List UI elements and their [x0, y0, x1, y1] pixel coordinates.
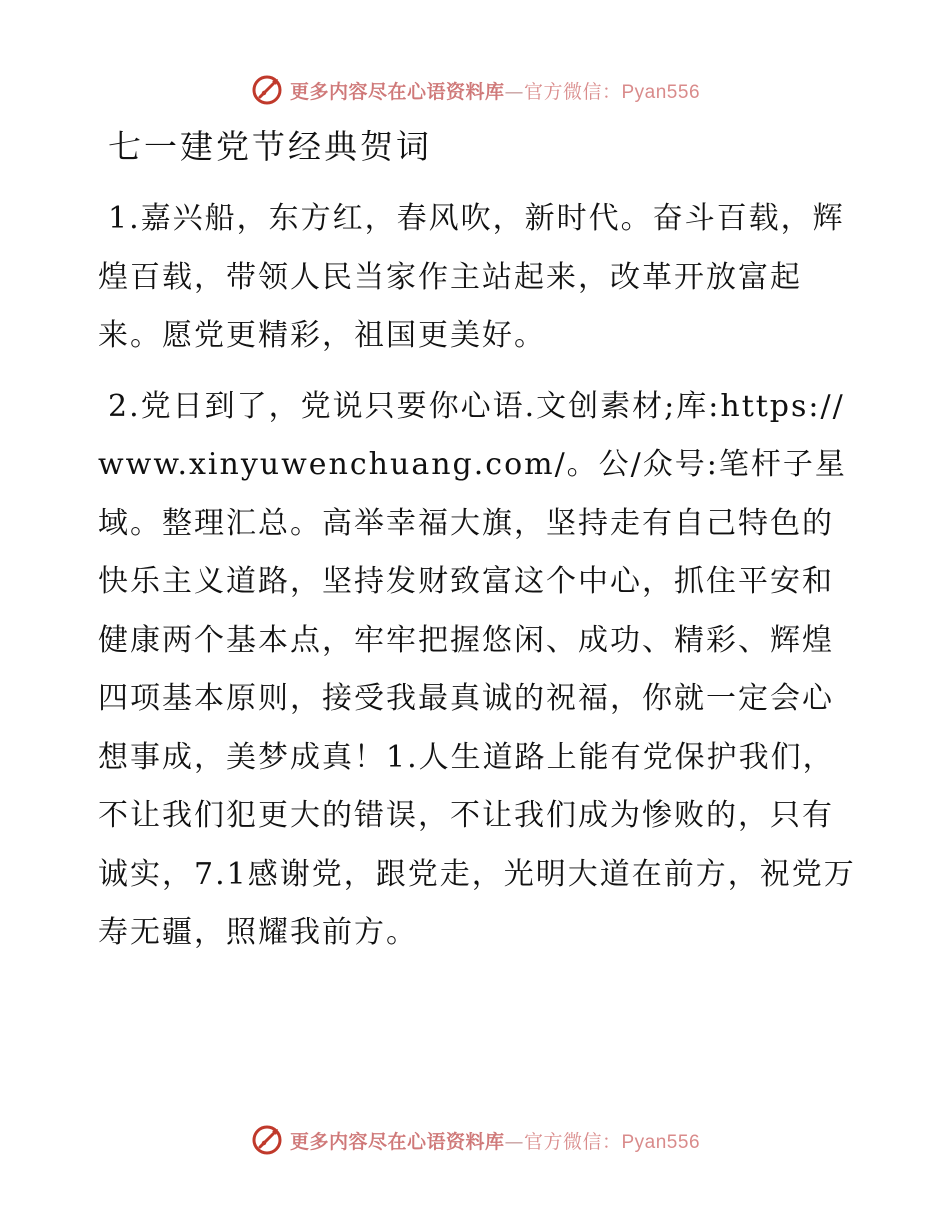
- banner-wechat-label: 官方微信：: [523, 1130, 622, 1153]
- banner-wechat-id: Pyan556: [621, 1131, 701, 1153]
- banner-brand: 更多内容尽在心语资料库: [289, 80, 505, 103]
- pen-nib-logo-icon: [250, 1123, 284, 1157]
- pen-nib-logo-icon: [250, 73, 284, 107]
- banner-wechat-id: Pyan556: [621, 81, 701, 103]
- paragraph-1: 1.嘉兴船，东方红，春风吹，新时代。奋斗百载，辉煌百载，带领人民当家作主站起来，改革开放富起来。愿党更精彩，祖国更美好。: [98, 201, 845, 353]
- banner-brand: 更多内容尽在心语资料库: [289, 1130, 505, 1153]
- banner-dash: —: [504, 80, 524, 103]
- header-banner-text: [290, 77, 700, 104]
- banner-dash: —: [504, 1130, 524, 1153]
- page-title: 七一建党节经典贺词: [108, 127, 432, 166]
- paragraph-2: 2.党日到了，党说只要你心语.文创素材;库:https://www.xinyuwenchuang.com/。公/众号:笔杆子星域。整理汇总。高举幸福大旗，坚持走有自己特色的快乐主义道路，坚持发财致富这个中心，抓住平安和健康两个基本点，牢牢把握悠闲、成功、精彩、辉煌四项基本原则，接受我最真诚的祝福，你就一定会心想事成，美梦成真！1.人生道路上能有党保护我们，不让我们犯更大的错误，不让我们成为惨败的，只有诚实，7.1感谢党，跟党走，光明大道在前方，祝党万寿无疆，照耀我前方。: [98, 388, 856, 950]
- header-watermark-banner: [0, 70, 950, 110]
- document-body: [98, 190, 858, 975]
- footer-watermark-banner: [0, 1120, 950, 1160]
- footer-banner-text: [290, 1127, 700, 1154]
- banner-wechat-label: 官方微信：: [523, 80, 622, 103]
